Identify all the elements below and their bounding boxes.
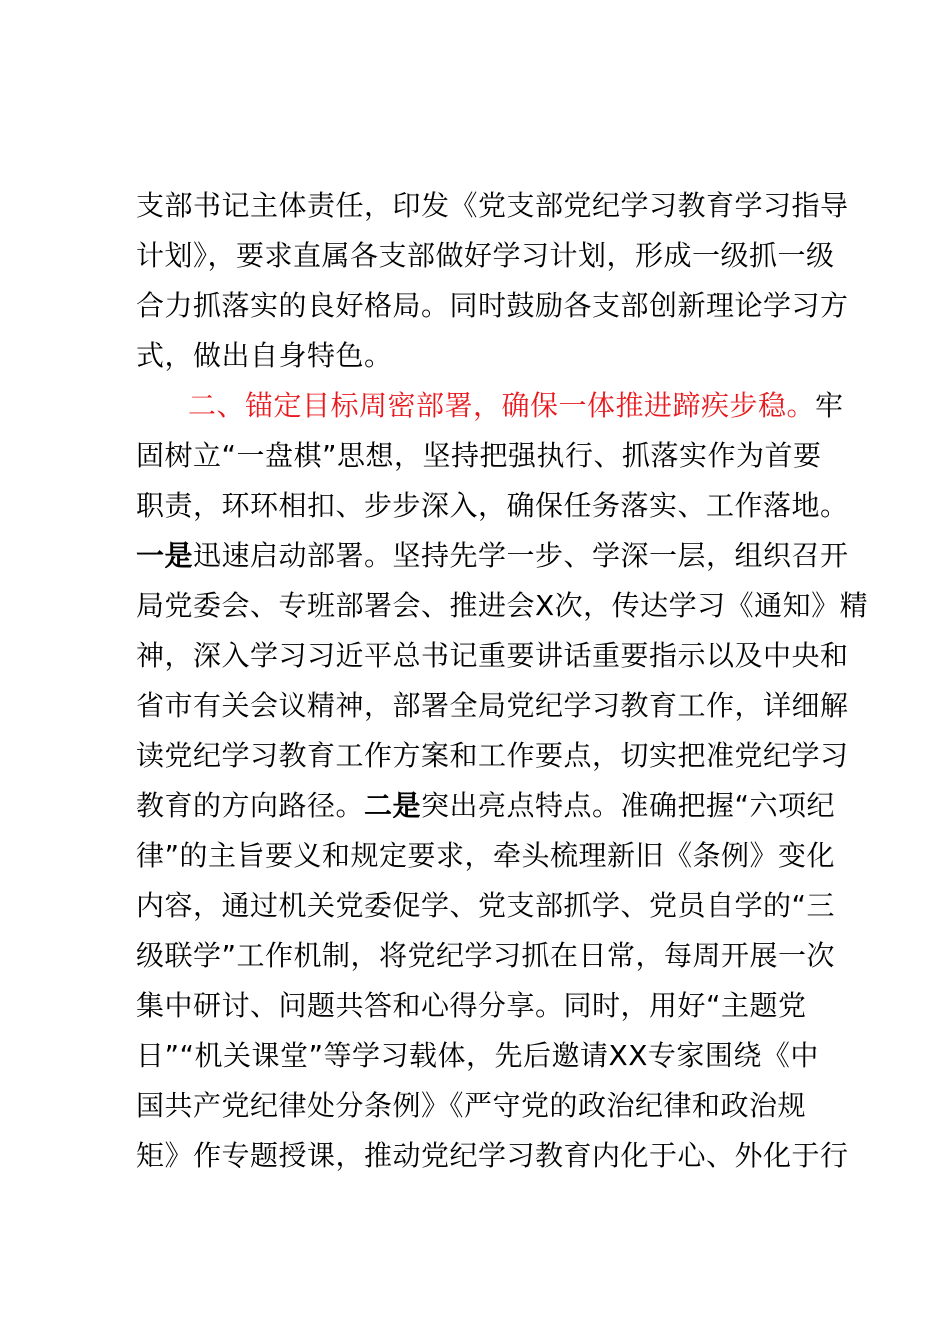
text-segment: 合力抓落实的良好格局。同时鼓励各支部创新理论学习方 — [136, 289, 849, 322]
text-line — [136, 181, 849, 231]
text-line — [136, 381, 844, 431]
text-segment: 读党纪学习教育工作方案和工作要点，切实把准党纪学习 — [136, 739, 849, 772]
text-line — [136, 981, 836, 1031]
text-segment: 局党委会、专班部署会、推进会X次，传达学习《通知》精 — [136, 589, 869, 622]
text-segment: 省市有关会议精神，部署全局党纪学习教育工作，详细解 — [136, 689, 849, 722]
text-line — [136, 1131, 849, 1181]
text-line — [136, 681, 849, 731]
text-line — [136, 331, 836, 381]
text-line — [136, 881, 836, 931]
text-segment: 国共产党纪律处分条例》《严守党的政治纪律和政治规 — [136, 1089, 807, 1122]
text-segment: 律”的主旨要义和规定要求，牵头梳理新旧《条例》变化 — [136, 839, 836, 872]
text-segment: 日”“机关课堂”等学习载体，先后邀请XX专家围绕《中 — [136, 1039, 819, 1072]
text-line — [136, 531, 849, 581]
text-line — [136, 1031, 836, 1081]
text-segment: 职责，环环相扣、步步深入，确保任务落实、工作落地。 — [136, 489, 849, 522]
text-segment: 矩》作专题授课，推动党纪学习教育内化于心、外化于行 — [136, 1139, 849, 1172]
text-segment: 迅速启动部署。坚持先学一步、学深一层，组织召开 — [193, 539, 849, 572]
text-line — [136, 731, 849, 781]
text-line — [136, 931, 836, 981]
text-segment: 神，深入学习习近平总书记重要讲话重要指示以及中央和 — [136, 639, 849, 672]
text-line — [136, 1081, 836, 1131]
text-segment: 计划》，要求直属各支部做好学习计划，形成一级抓一级 — [136, 239, 835, 272]
text-line — [136, 631, 849, 681]
text-segment: 支部书记主体责任，印发《党支部党纪学习教育学习指导 — [136, 189, 849, 222]
text-segment: 集中研讨、问题共答和心得分享。同时，用好“主题党 — [136, 989, 807, 1022]
text-segment: 教育的方向路径。 — [136, 789, 365, 822]
text-line — [136, 831, 836, 881]
bold-marker: 一是 — [136, 539, 194, 572]
text-line — [136, 231, 836, 281]
text-line — [136, 481, 849, 531]
text-segment: 突出亮点特点。准确把握“六项纪 — [421, 789, 836, 822]
bold-marker: 二是 — [364, 789, 422, 822]
text-line — [136, 781, 836, 831]
text-segment: 级联学”工作机制，将党纪学习抓在日常，每周开展一次 — [136, 939, 836, 972]
text-segment: 牢 — [815, 389, 844, 422]
text-line — [136, 281, 849, 331]
text-segment: 式，做出自身特色。 — [136, 339, 393, 372]
section-heading: 二、锚定目标周密部署，确保一体推进蹄疾步稳。 — [188, 389, 816, 422]
text-segment: 内容，通过机关党委促学、党支部抓学、党员自学的“三 — [136, 889, 836, 922]
text-segment: 固树立“一盘棋”思想，坚持把强执行、抓落实作为首要 — [136, 439, 822, 472]
text-line — [136, 431, 836, 481]
text-line — [136, 581, 869, 631]
document-body — [136, 181, 869, 1181]
